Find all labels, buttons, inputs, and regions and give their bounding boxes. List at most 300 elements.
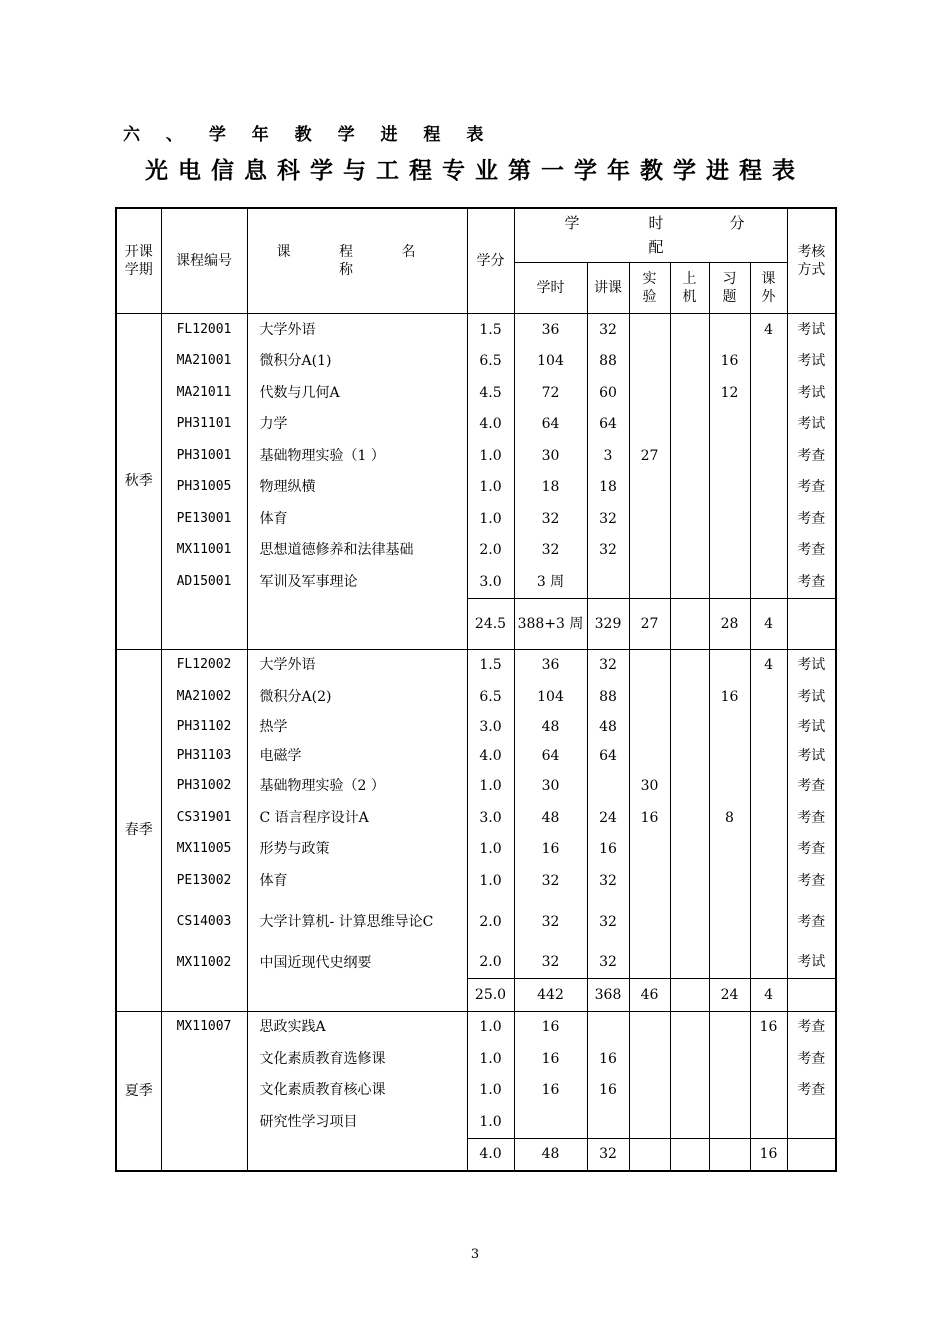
- header-name: 课 程 名 称: [247, 208, 467, 314]
- total-credit: 25.0: [467, 979, 514, 1012]
- total-credit: 4.0: [467, 1138, 514, 1171]
- course-lecture: 60: [587, 377, 629, 409]
- course-name: 基础物理实验（2 ）: [247, 771, 467, 803]
- course-hours: 72: [514, 377, 587, 409]
- total-exercise: 28: [709, 598, 750, 649]
- total-lecture: 329: [587, 598, 629, 649]
- course-row: [116, 472, 836, 504]
- course-code: PE13001: [161, 503, 247, 535]
- header-term-line1: 开课: [124, 244, 153, 260]
- course-lecture: [587, 1106, 629, 1138]
- course-extra: 16: [750, 1011, 787, 1043]
- total-assess: [787, 598, 836, 649]
- course-code: PH31005: [161, 472, 247, 504]
- total-hours: 442: [514, 979, 587, 1012]
- course-extra: [750, 377, 787, 409]
- course-name: 军训及军事理论: [247, 566, 467, 598]
- course-row: [116, 377, 836, 409]
- header-hours: 学时: [514, 263, 587, 314]
- course-extra: [750, 503, 787, 535]
- header-distribution-part1: 学: [564, 213, 580, 232]
- course-credit: 3.0: [467, 802, 514, 834]
- course-row: [116, 713, 836, 742]
- course-computer: [670, 713, 709, 742]
- course-hours: 32: [514, 897, 587, 947]
- course-row: [116, 1106, 836, 1138]
- course-extra: [750, 1106, 787, 1138]
- course-code: PH31102: [161, 713, 247, 742]
- course-name: C 语言程序设计A: [247, 802, 467, 834]
- term-total-row: [116, 598, 836, 649]
- course-computer: [670, 314, 709, 346]
- course-code: PH31002: [161, 771, 247, 803]
- course-name: 大学外语: [247, 649, 467, 681]
- course-credit: 1.0: [467, 834, 514, 866]
- course-extra: 4: [750, 314, 787, 346]
- course-extra: [750, 802, 787, 834]
- total-name-blank: [247, 598, 467, 649]
- document-title: 光电信息科学与工程专业第一学年教学进程表: [145, 158, 805, 184]
- course-extra: [750, 947, 787, 979]
- course-code: PH31101: [161, 409, 247, 441]
- course-exercise: [709, 314, 750, 346]
- course-lab: [629, 947, 670, 979]
- course-hours: 32: [514, 503, 587, 535]
- course-lecture: 32: [587, 649, 629, 681]
- course-exercise: [709, 503, 750, 535]
- course-name: 电磁学: [247, 742, 467, 771]
- course-exercise: [709, 1106, 750, 1138]
- course-computer: [670, 440, 709, 472]
- course-assess: 考查: [787, 566, 836, 598]
- header-assessment-line1: 考核: [797, 244, 826, 260]
- course-assess: 考查: [787, 1011, 836, 1043]
- course-name: 思政实践A: [247, 1011, 467, 1043]
- course-lab: [629, 346, 670, 378]
- course-hours: 30: [514, 440, 587, 472]
- course-lab: [629, 377, 670, 409]
- course-lab: 16: [629, 802, 670, 834]
- course-credit: 6.5: [467, 681, 514, 713]
- course-lecture: 88: [587, 681, 629, 713]
- course-lecture: 16: [587, 834, 629, 866]
- header-code: 课程编号: [161, 208, 247, 314]
- course-hours: 16: [514, 1011, 587, 1043]
- course-assess: 考试: [787, 742, 836, 771]
- course-extra: [750, 472, 787, 504]
- course-name: 基础物理实验（1 ）: [247, 440, 467, 472]
- course-row: [116, 535, 836, 567]
- section-heading: 六 、 学 年 教 学 进 程 表: [123, 125, 494, 145]
- course-name: 力学: [247, 409, 467, 441]
- course-name: 思想道德修养和法律基础: [247, 535, 467, 567]
- course-row: [116, 865, 836, 897]
- schedule-table: [115, 207, 837, 1172]
- course-computer: [670, 742, 709, 771]
- course-assess: 考试: [787, 649, 836, 681]
- total-credit: 24.5: [467, 598, 514, 649]
- course-exercise: [709, 713, 750, 742]
- course-lab: [629, 1011, 670, 1043]
- header-computer: [670, 263, 709, 314]
- term-label: 春季: [116, 649, 161, 1011]
- course-extra: [750, 681, 787, 713]
- course-lab: [629, 314, 670, 346]
- course-lecture: 3: [587, 440, 629, 472]
- course-credit: 1.0: [467, 440, 514, 472]
- course-name: 文化素质教育选修课: [247, 1043, 467, 1075]
- course-computer: [670, 1011, 709, 1043]
- course-computer: [670, 897, 709, 947]
- course-name: 大学计算机- 计算思维导论C: [247, 897, 467, 947]
- header-assessment-line2: 方式: [797, 262, 826, 278]
- course-name: 微积分A(2): [247, 681, 467, 713]
- course-extra: [750, 409, 787, 441]
- course-exercise: 16: [709, 346, 750, 378]
- course-computer: [670, 1075, 709, 1107]
- course-exercise: [709, 649, 750, 681]
- course-code: AD15001: [161, 566, 247, 598]
- course-computer: [670, 409, 709, 441]
- course-credit: 2.0: [467, 947, 514, 979]
- course-row: [116, 1011, 836, 1043]
- course-code: [161, 1075, 247, 1107]
- page-number: 3: [470, 1247, 480, 1262]
- total-assess: [787, 979, 836, 1012]
- course-exercise: [709, 472, 750, 504]
- course-lecture: [587, 1011, 629, 1043]
- course-credit: 4.0: [467, 742, 514, 771]
- course-row: [116, 742, 836, 771]
- course-lab: 27: [629, 440, 670, 472]
- course-row: [116, 802, 836, 834]
- course-extra: [750, 713, 787, 742]
- total-computer: [670, 1138, 709, 1171]
- course-hours: 64: [514, 742, 587, 771]
- course-code: CS31901: [161, 802, 247, 834]
- header-distribution: [514, 208, 787, 263]
- course-credit: 1.0: [467, 1106, 514, 1138]
- course-assess: 考查: [787, 897, 836, 947]
- course-hours: 104: [514, 681, 587, 713]
- course-computer: [670, 771, 709, 803]
- course-credit: 2.0: [467, 535, 514, 567]
- course-extra: [750, 1075, 787, 1107]
- course-hours: 16: [514, 1043, 587, 1075]
- course-computer: [670, 535, 709, 567]
- course-assess: 考试: [787, 314, 836, 346]
- course-lab: [629, 713, 670, 742]
- header-exercise-line1: 习: [722, 271, 737, 287]
- course-lab: [629, 1043, 670, 1075]
- course-row: [116, 409, 836, 441]
- course-lab: [629, 742, 670, 771]
- course-row: [116, 503, 836, 535]
- course-hours: 3 周: [514, 566, 587, 598]
- course-credit: 6.5: [467, 346, 514, 378]
- course-extra: [750, 771, 787, 803]
- course-exercise: [709, 1011, 750, 1043]
- course-computer: [670, 1106, 709, 1138]
- course-lecture: 18: [587, 472, 629, 504]
- course-extra: [750, 566, 787, 598]
- course-assess: 考试: [787, 346, 836, 378]
- course-extra: [750, 834, 787, 866]
- header-assessment: [787, 208, 836, 314]
- course-assess: 考查: [787, 503, 836, 535]
- course-code: PE13002: [161, 865, 247, 897]
- course-computer: [670, 947, 709, 979]
- course-exercise: [709, 947, 750, 979]
- course-credit: 1.0: [467, 1075, 514, 1107]
- total-lab: 46: [629, 979, 670, 1012]
- header-distribution-tail: 配: [648, 237, 664, 256]
- course-name: 代数与几何A: [247, 377, 467, 409]
- term-total-row: [116, 1138, 836, 1171]
- header-lab-line1: 实: [642, 271, 657, 287]
- course-assess: 考试: [787, 681, 836, 713]
- course-row: [116, 346, 836, 378]
- course-credit: 1.0: [467, 472, 514, 504]
- term-label: 夏季: [116, 1011, 161, 1171]
- course-hours: 30: [514, 771, 587, 803]
- course-hours: [514, 1106, 587, 1138]
- course-lab: [629, 897, 670, 947]
- course-hours: 48: [514, 802, 587, 834]
- course-assess: 考查: [787, 1075, 836, 1107]
- header-exercise: [709, 263, 750, 314]
- course-code: CS14003: [161, 897, 247, 947]
- header-computer-line1: 上: [682, 271, 697, 287]
- total-computer: [670, 598, 709, 649]
- course-row: [116, 897, 836, 947]
- course-assess: 考查: [787, 834, 836, 866]
- course-lab: [629, 1075, 670, 1107]
- header-lab: [629, 263, 670, 314]
- course-row: [116, 947, 836, 979]
- course-computer: [670, 503, 709, 535]
- total-lab: 27: [629, 598, 670, 649]
- course-credit: 2.0: [467, 897, 514, 947]
- course-credit: 3.0: [467, 566, 514, 598]
- header-row: [116, 208, 836, 263]
- course-assess: 考查: [787, 771, 836, 803]
- course-hours: 32: [514, 535, 587, 567]
- course-row: [116, 649, 836, 681]
- total-hours: 388+3 周: [514, 598, 587, 649]
- course-extra: [750, 1043, 787, 1075]
- course-computer: [670, 681, 709, 713]
- course-credit: 1.0: [467, 1043, 514, 1075]
- course-exercise: 16: [709, 681, 750, 713]
- course-hours: 16: [514, 1075, 587, 1107]
- course-lecture: 32: [587, 503, 629, 535]
- course-extra: [750, 535, 787, 567]
- total-name-blank: [247, 1138, 467, 1171]
- course-lab: 30: [629, 771, 670, 803]
- course-lab: [629, 865, 670, 897]
- course-extra: [750, 897, 787, 947]
- course-lecture: [587, 566, 629, 598]
- course-row: [116, 834, 836, 866]
- course-assess: 考查: [787, 802, 836, 834]
- course-assess: 考试: [787, 947, 836, 979]
- course-computer: [670, 566, 709, 598]
- course-lab: [629, 472, 670, 504]
- course-computer: [670, 865, 709, 897]
- header-distribution-part2: 时: [648, 213, 664, 232]
- course-code: MA21001: [161, 346, 247, 378]
- course-computer: [670, 834, 709, 866]
- header-extracurricular: [750, 263, 787, 314]
- course-hours: 32: [514, 865, 587, 897]
- course-lab: [629, 649, 670, 681]
- total-assess: [787, 1138, 836, 1171]
- course-code: MX11007: [161, 1011, 247, 1043]
- total-hours: 48: [514, 1138, 587, 1171]
- total-computer: [670, 979, 709, 1012]
- course-lab: [629, 834, 670, 866]
- course-name: 文化素质教育核心课: [247, 1075, 467, 1107]
- course-hours: 104: [514, 346, 587, 378]
- course-row: [116, 771, 836, 803]
- course-name: 微积分A(1): [247, 346, 467, 378]
- course-computer: [670, 649, 709, 681]
- course-assess: 考查: [787, 1043, 836, 1075]
- course-assess: [787, 1106, 836, 1138]
- course-hours: 48: [514, 713, 587, 742]
- course-lecture: 24: [587, 802, 629, 834]
- course-row: [116, 314, 836, 346]
- course-hours: 16: [514, 834, 587, 866]
- course-exercise: [709, 1075, 750, 1107]
- total-lab: [629, 1138, 670, 1171]
- course-row: [116, 681, 836, 713]
- course-exercise: 12: [709, 377, 750, 409]
- header-credit: 学分: [467, 208, 514, 314]
- header-distribution-part3: 分: [729, 213, 745, 232]
- course-assess: 考试: [787, 377, 836, 409]
- course-assess: 考查: [787, 535, 836, 567]
- course-assess: 考试: [787, 713, 836, 742]
- course-assess: 考试: [787, 409, 836, 441]
- course-name: 形势与政策: [247, 834, 467, 866]
- course-computer: [670, 346, 709, 378]
- course-lecture: 64: [587, 409, 629, 441]
- course-code: PH31001: [161, 440, 247, 472]
- course-lab: [629, 566, 670, 598]
- course-exercise: [709, 834, 750, 866]
- course-lecture: 48: [587, 713, 629, 742]
- total-extra: 4: [750, 979, 787, 1012]
- total-extra: 4: [750, 598, 787, 649]
- header-extracurricular-line2: 外: [761, 289, 776, 305]
- course-code: FL12001: [161, 314, 247, 346]
- course-hours: 18: [514, 472, 587, 504]
- course-lab: [629, 503, 670, 535]
- course-lecture: 88: [587, 346, 629, 378]
- course-lab: [629, 409, 670, 441]
- course-row: [116, 1043, 836, 1075]
- total-exercise: 24: [709, 979, 750, 1012]
- total-code-blank: [161, 1138, 247, 1171]
- course-credit: 4.5: [467, 377, 514, 409]
- total-code-blank: [161, 598, 247, 649]
- course-hours: 36: [514, 314, 587, 346]
- course-computer: [670, 802, 709, 834]
- term-label: 秋季: [116, 314, 161, 650]
- course-credit: 1.0: [467, 865, 514, 897]
- course-hours: 32: [514, 947, 587, 979]
- course-lecture: 32: [587, 947, 629, 979]
- course-lecture: 32: [587, 865, 629, 897]
- course-code: MX11005: [161, 834, 247, 866]
- course-extra: [750, 742, 787, 771]
- course-name: 中国近现代史纲要: [247, 947, 467, 979]
- course-extra: [750, 346, 787, 378]
- header-term-line2: 学期: [124, 262, 153, 278]
- course-row: [116, 440, 836, 472]
- course-extra: [750, 440, 787, 472]
- course-code: MX11001: [161, 535, 247, 567]
- course-assess: 考查: [787, 472, 836, 504]
- course-name: 体育: [247, 865, 467, 897]
- course-code: MX11002: [161, 947, 247, 979]
- header-term: [116, 208, 161, 314]
- course-name: 物理纵横: [247, 472, 467, 504]
- course-exercise: [709, 897, 750, 947]
- course-credit: 4.0: [467, 409, 514, 441]
- course-exercise: [709, 742, 750, 771]
- course-hours: 36: [514, 649, 587, 681]
- total-name-blank: [247, 979, 467, 1012]
- course-credit: 3.0: [467, 713, 514, 742]
- course-exercise: 8: [709, 802, 750, 834]
- course-lecture: 32: [587, 897, 629, 947]
- course-assess: 考查: [787, 440, 836, 472]
- course-name: 热学: [247, 713, 467, 742]
- header-lecture: 讲课: [587, 263, 629, 314]
- total-lecture: 32: [587, 1138, 629, 1171]
- course-exercise: [709, 771, 750, 803]
- course-lecture: 16: [587, 1075, 629, 1107]
- course-exercise: [709, 409, 750, 441]
- course-exercise: [709, 1043, 750, 1075]
- course-computer: [670, 1043, 709, 1075]
- course-exercise: [709, 865, 750, 897]
- course-code: [161, 1043, 247, 1075]
- total-extra: 16: [750, 1138, 787, 1171]
- course-extra: [750, 865, 787, 897]
- total-code-blank: [161, 979, 247, 1012]
- course-credit: 1.5: [467, 314, 514, 346]
- course-code: MA21011: [161, 377, 247, 409]
- total-exercise: [709, 1138, 750, 1171]
- course-credit: 1.5: [467, 649, 514, 681]
- course-assess: 考查: [787, 865, 836, 897]
- course-lab: [629, 1106, 670, 1138]
- course-credit: 1.0: [467, 771, 514, 803]
- course-extra: 4: [750, 649, 787, 681]
- course-lecture: 32: [587, 535, 629, 567]
- course-exercise: [709, 440, 750, 472]
- header-computer-line2: 机: [682, 289, 697, 305]
- course-name: 大学外语: [247, 314, 467, 346]
- header-lab-line2: 验: [642, 289, 657, 305]
- course-hours: 64: [514, 409, 587, 441]
- course-exercise: [709, 566, 750, 598]
- course-computer: [670, 377, 709, 409]
